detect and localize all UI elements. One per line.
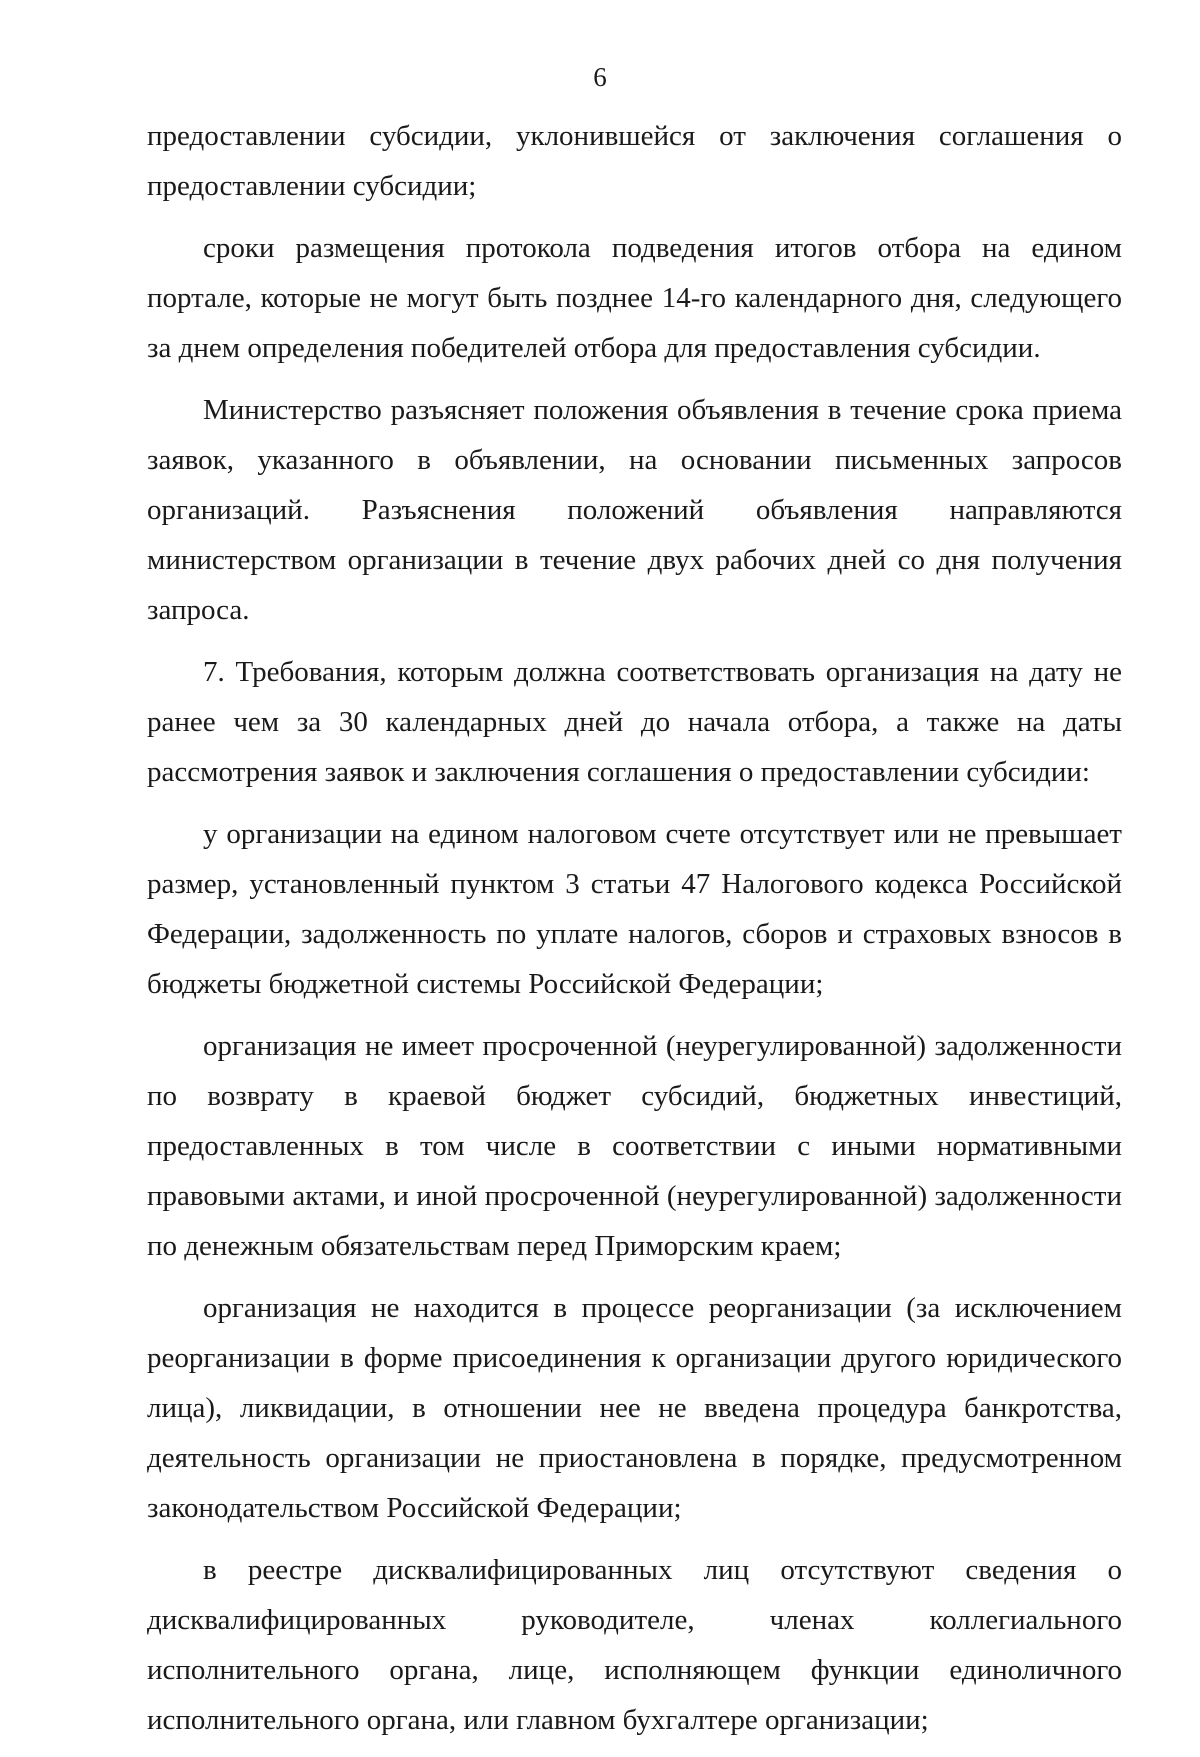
- paragraph-disqualified-persons: в реестре дисквалифицированных лиц отсутствуют сведения о дисквалифицированных руководителе, членах коллегиального исполнительного органа, лице, исполняющем функции единоличного исполнительного органа, или главном бухгалтере организации;: [147, 1554, 1122, 1736]
- paragraph-ministry-clarifications: Министерство разъясняет положения объявления в течение срока приема заявок, указанного в объявлении, на основании письменных запросов организаций. Разъяснения положений объявления направляются министерством организации в течение двух рабочих дней со дня получения запроса.: [147, 394, 1122, 626]
- paragraph-continuation: предоставлении субсидии, уклонившейся от заключения соглашения о предоставлении субсидии;: [147, 120, 1122, 202]
- paragraph-overdue-debt: организация не имеет просроченной (неурегулированной) задолженности по возврату в краевой бюджет субсидий, бюджетных инвестиций, предоставленных в том числе в соответствии с иными нормативными правовыми актами, и иной просроченной (неурегулированной) задолженности по денежным обязательствам перед Приморским краем;: [147, 1030, 1122, 1262]
- paragraph-requirements-intro: 7. Требования, которым должна соответствовать организация на дату не ранее чем за 30 календарных дней до начала отбора, а также на даты рассмотрения заявок и заключения соглашения о предоставлении субсидии:: [147, 656, 1122, 788]
- paragraph-reorganization: организация не находится в процессе реорганизации (за исключением реорганизации в форме присоединения к организации другого юридического лица), ликвидации, в отношении нее не введена процедура банкротства, деятельность организации не приостановлена в порядке, предусмотренном законодательством Российской Федерации;: [147, 1292, 1122, 1524]
- page-number: 6: [593, 62, 607, 92]
- paragraph-protocol-deadline: сроки размещения протокола подведения итогов отбора на едином портале, которые не могут быть позднее 14-го календарного дня, следующего за днем определения победителей отбора для предоставления субсидии.: [147, 232, 1122, 364]
- paragraph-tax-debt: у организации на едином налоговом счете отсутствует или не превышает размер, установленный пунктом 3 статьи 47 Налогового кодекса Российской Федерации, задолженность по уплате налогов, сборов и страховых взносов в бюджеты бюджетной системы Российской Федерации;: [147, 818, 1122, 1000]
- document-body: [147, 111, 1122, 1757]
